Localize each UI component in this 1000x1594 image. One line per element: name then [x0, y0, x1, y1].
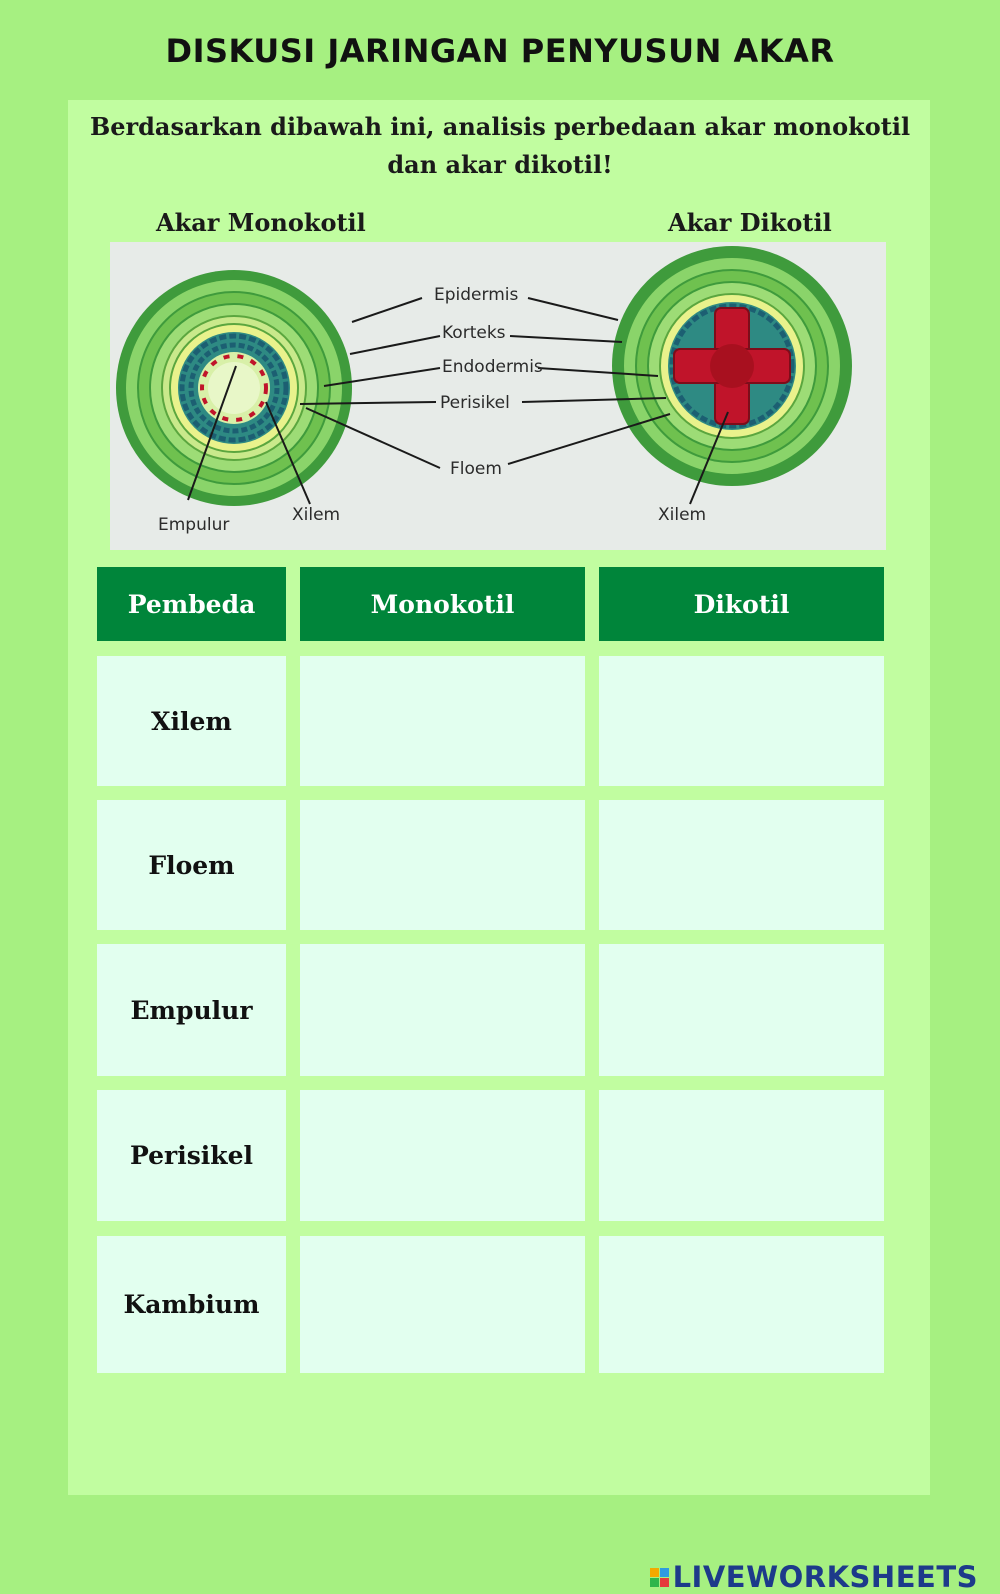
- header-dikotil: Dikotil: [599, 567, 884, 641]
- answer-kambium-monokotil[interactable]: [300, 1236, 585, 1373]
- label-xilem-monocot: Xilem: [292, 505, 341, 525]
- label-epidermis: Epidermis: [434, 285, 519, 305]
- page-title: DISKUSI JARINGAN PENYUSUN AKAR: [165, 32, 835, 70]
- answer-perisikel-dikotil[interactable]: [599, 1090, 884, 1221]
- answer-empulur-monokotil[interactable]: [300, 944, 585, 1076]
- row-label-xilem: Xilem: [97, 656, 286, 786]
- label-floem: Floem: [450, 459, 502, 479]
- label-empulur: Empulur: [158, 515, 230, 535]
- header-pembeda: Pembeda: [97, 567, 286, 641]
- answer-kambium-dikotil[interactable]: [599, 1236, 884, 1373]
- instruction-text: [0, 108, 1000, 184]
- dicot-root-illustration: [612, 246, 852, 486]
- row-label-floem: Floem: [97, 800, 286, 930]
- label-korteks: Korteks: [442, 323, 506, 343]
- label-endodermis: Endodermis: [442, 357, 543, 377]
- liveworksheets-icon: [650, 1568, 669, 1587]
- instruction-line-1: Berdasarkan dibawah ini, analisis perbedaan akar monokotil: [89, 112, 911, 141]
- answer-floem-dikotil[interactable]: [599, 800, 884, 930]
- root-cross-section-image: [110, 242, 886, 550]
- answer-xilem-dikotil[interactable]: [599, 656, 884, 786]
- liveworksheets-logo[interactable]: [650, 1560, 978, 1594]
- monocot-title: Akar Monokotil: [156, 208, 366, 237]
- instruction-line-2: dan akar dikotil!: [387, 150, 613, 179]
- row-label-kambium: Kambium: [97, 1236, 286, 1373]
- answer-xilem-monokotil[interactable]: [300, 656, 585, 786]
- dicot-title: Akar Dikotil: [668, 208, 832, 237]
- answer-perisikel-monokotil[interactable]: [300, 1090, 585, 1221]
- label-xilem-dicot: Xilem: [658, 505, 707, 525]
- monocot-root-illustration: [116, 270, 352, 506]
- label-perisikel: Perisikel: [440, 393, 510, 413]
- brand-name: LIVEWORKSHEETS: [672, 1560, 978, 1594]
- answer-empulur-dikotil[interactable]: [599, 944, 884, 1076]
- row-label-perisikel: Perisikel: [97, 1090, 286, 1221]
- header-monokotil: Monokotil: [300, 567, 585, 641]
- answer-floem-monokotil[interactable]: [300, 800, 585, 930]
- row-label-empulur: Empulur: [97, 944, 286, 1076]
